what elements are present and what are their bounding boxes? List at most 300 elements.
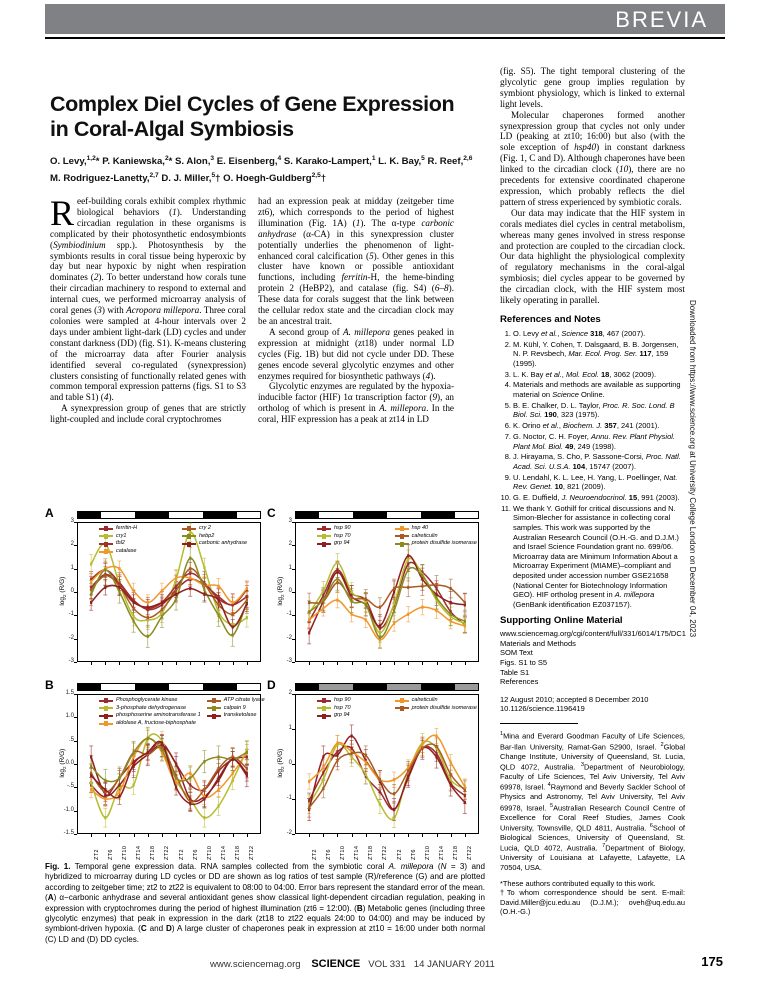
y-axis-label-a: $\log_2 (R/G)$ [58, 576, 68, 606]
y-tick-mark [74, 662, 77, 663]
y-tick-label: 0 [70, 588, 74, 594]
series-marker [104, 797, 106, 800]
download-source-note: Downloaded from https://www.science.org at University College London on December 04, 2023 [688, 300, 697, 638]
series-marker [175, 762, 177, 765]
legend-item [99, 705, 201, 712]
series-line [91, 734, 247, 818]
author-notes [500, 879, 685, 917]
series-marker [217, 788, 219, 791]
som-line: Materials and Methods [500, 638, 576, 648]
y-tick-label: 3 [70, 518, 74, 524]
series-marker [217, 767, 219, 770]
series-marker [407, 558, 409, 561]
series-marker [435, 734, 437, 737]
series-marker [189, 557, 191, 560]
series-marker [175, 786, 177, 789]
y-tick-label: 0 [288, 760, 292, 766]
lightbar-segment-light [455, 512, 478, 518]
series-marker [217, 776, 219, 779]
correspondence-note: †To whom correspondence should be sent. E-mail: David.Miller@jcu.edu.au (D.J.M.); oveh@uq.edu.au (O.H.-G.) [500, 888, 685, 917]
series-marker [175, 597, 177, 600]
series-line [91, 745, 247, 801]
series-marker [90, 781, 92, 784]
series-marker [232, 772, 234, 775]
x-tick-mark [190, 834, 191, 837]
reference-number: 3. [504, 369, 511, 379]
legend-swatch [207, 700, 221, 702]
y-tick-label: 1.0 [65, 713, 74, 720]
footer-site[interactable]: www.sciencemag.org [210, 959, 301, 970]
series-marker [322, 607, 324, 610]
series-marker [336, 741, 338, 744]
legend-swatch [99, 543, 113, 545]
series-marker [104, 574, 106, 577]
figure-panel-d [267, 678, 489, 870]
legend-item [99, 697, 201, 704]
legend-label: hebp2 [199, 532, 215, 539]
legend-column [317, 525, 389, 548]
figure-panel-a [45, 506, 271, 698]
lightbar-segment-subjective [387, 684, 421, 690]
series-marker [217, 755, 219, 758]
legend-label: carbonic anhydrase [199, 540, 248, 547]
lightbar-segment-dark [203, 684, 237, 690]
series-marker [393, 622, 395, 625]
y-tick-label: 2 [288, 541, 292, 548]
footer-journal: SCIENCE [311, 958, 361, 970]
legend-swatch [317, 543, 331, 545]
series-marker [407, 562, 409, 565]
series-marker [351, 613, 353, 616]
series-marker [90, 580, 92, 583]
series-marker [322, 755, 324, 758]
series-marker [322, 599, 324, 602]
x-tick-label: ZT14 [136, 845, 143, 860]
reference-item: 9. U. Lendahl, K. L. Lee, H. Yang, L. Poellinger, Nat. Rev. Genet. 10, 821 (2009). [500, 473, 685, 492]
x-tick-mark [148, 662, 149, 665]
error-bars [89, 738, 249, 810]
series-marker [351, 590, 353, 593]
x-tick-mark [366, 662, 367, 665]
legend-label: grp 94 [334, 540, 350, 547]
legend-label: cry1 [116, 532, 127, 539]
footer-date: 14 JANUARY 2011 [413, 959, 495, 970]
series-marker [407, 568, 409, 571]
series-marker [421, 578, 423, 581]
paragraph: A synexpression group of genes that are strictly light-coupled and include coral cryptochromes [50, 403, 246, 425]
som-url[interactable]: www.sciencemag.org/cgi/content/full/331/6014/175/DC1 [500, 629, 686, 639]
x-tick-label: ZT14 [354, 845, 361, 860]
series-marker [435, 752, 437, 755]
legend-swatch [317, 715, 331, 717]
series-line [91, 570, 247, 610]
x-tick-mark [366, 834, 367, 837]
legend-label: transketolase [223, 712, 257, 719]
series-marker [379, 631, 381, 634]
author-line-1: O. Levy,$^{1,2}$* P. Kaniewska,$^2$* S. Alon,$^3$ E. Eisenberg,$^4$ S. Karako-Lampert,$^1$ L. K. Bay,$^5$ R. Reef,$^{2,6}$ [50, 155, 473, 168]
y-tick-label: -2 [286, 634, 292, 641]
series-marker [175, 585, 177, 588]
doi: 10.1126/science.1196419 [500, 704, 585, 714]
legend-swatch [317, 700, 331, 702]
series-marker [379, 778, 381, 781]
legend-swatch [99, 715, 113, 717]
series-marker [203, 588, 205, 591]
x-tick-mark [247, 834, 248, 837]
series-marker [232, 613, 234, 616]
body-column-2 [258, 196, 454, 425]
series-marker [90, 774, 92, 777]
series-marker [133, 762, 135, 765]
x-tick-label: ZT10 [424, 845, 431, 860]
series-marker [308, 610, 310, 613]
series-marker [379, 606, 381, 609]
series-marker [203, 582, 205, 585]
x-tick-label: ZT18 [150, 845, 157, 860]
series-marker [435, 596, 437, 599]
header-edge-bar [716, 4, 720, 34]
series-marker [118, 783, 120, 786]
series-marker [407, 775, 409, 778]
references-list [500, 329, 685, 610]
series-marker [336, 759, 338, 762]
x-tick-label: ZT6 [325, 849, 332, 860]
series-marker [336, 754, 338, 757]
series-marker [393, 587, 395, 590]
series-marker [351, 600, 353, 603]
series-marker [421, 747, 423, 750]
series-marker [217, 603, 219, 606]
references-heading: References and Notes [500, 313, 601, 325]
legend-swatch [317, 528, 331, 530]
series-marker [217, 804, 219, 807]
lightbar-segment-light [169, 684, 203, 690]
page-number: 175 [701, 954, 723, 969]
series-marker [161, 611, 163, 614]
series-marker [393, 778, 395, 781]
legend-swatch [182, 535, 196, 537]
supporting-material-heading: Supporting Online Material [500, 615, 623, 627]
legend-label: calpain 9 [223, 704, 246, 711]
series-marker [203, 797, 205, 800]
series-marker [133, 755, 135, 758]
legend-swatch [207, 707, 221, 709]
series-marker [351, 596, 353, 599]
legend-b [99, 697, 265, 728]
series-marker [464, 801, 466, 804]
series-marker [365, 603, 367, 606]
x-tick-mark [437, 834, 438, 837]
series-marker [435, 755, 437, 758]
x-tick-mark [176, 834, 177, 837]
lightbar-segment-light [169, 512, 203, 518]
series-marker [147, 616, 149, 619]
series-marker [464, 620, 466, 623]
legend-column [182, 525, 259, 556]
series-marker [246, 767, 248, 770]
som-line: Table S1 [500, 667, 530, 677]
x-tick-mark [309, 834, 310, 837]
x-tick-mark [408, 834, 409, 837]
series-marker [336, 750, 338, 753]
paragraph: A second group of A. millepora genes peaked in expression at midnight (zt18) under normal LD cycles (Fig. 1B) but did not cycle under DD. These genes encode several glycolytic enzymes and other enzymes required for biosynthetic pathways (4). [258, 326, 454, 381]
lightbar-segment-dark [135, 684, 169, 690]
series-marker [175, 589, 177, 592]
series-marker [133, 589, 135, 592]
series-marker [232, 758, 234, 761]
series-marker [175, 576, 177, 579]
series-marker [203, 760, 205, 763]
legend-item [207, 697, 265, 704]
x-tick-mark [119, 662, 120, 665]
series-marker [189, 783, 191, 786]
lightbar-segment-light [237, 512, 260, 518]
x-tick-mark [323, 834, 324, 837]
x-tick-mark [352, 662, 353, 665]
series-marker [104, 816, 106, 819]
drop-cap: R [50, 193, 75, 233]
x-tick-mark [394, 834, 395, 837]
lightbar-segment-dark [353, 512, 387, 518]
series-marker [118, 776, 120, 779]
light-dark-bar-c [295, 511, 479, 519]
panel-label-b: B [45, 678, 54, 692]
legend-item [395, 525, 477, 532]
x-tick-mark [219, 662, 220, 665]
series-marker [133, 607, 135, 610]
figure-caption-label: Fig. 1. [45, 862, 71, 871]
som-line: SOM Text [500, 648, 533, 658]
lightbar-segment-dark [421, 684, 455, 690]
series-marker [104, 586, 106, 589]
x-tick-label: ZT2 [311, 849, 318, 860]
series-marker [450, 761, 452, 764]
reference-item: 5. B. E. Chalker, D. L. Taylor, Proc. R. Soc. Lond. B Biol. Sci. 190, 323 (1975). [500, 401, 685, 420]
title-line-2: in Coral-Algal Symbiosis [50, 117, 294, 141]
series-marker [118, 590, 120, 593]
x-tick-label: ZT18 [368, 845, 375, 860]
series-marker [450, 613, 452, 616]
legend-label: hsp 40 [411, 525, 429, 531]
series-marker [161, 748, 163, 751]
legend-item [395, 697, 477, 704]
legend-label: calreticulin [411, 697, 438, 703]
series-marker [379, 790, 381, 793]
x-tick-mark [247, 662, 248, 665]
supporting-material-list [500, 629, 685, 687]
x-tick-mark [337, 834, 338, 837]
title-line-1: Complex Diel Cycles of Gene Expression [50, 92, 455, 116]
series-marker [464, 601, 466, 604]
author-line-2: M. Rodriguez-Lanetty,$^{2,7}$ D. J. Miller,$^5$† O. Hoegh-Guldberg$^{2,5}$† [50, 171, 327, 184]
lightbar-segment-subjective [455, 684, 478, 690]
series-marker [351, 752, 353, 755]
series-marker [118, 790, 120, 793]
series-marker [189, 576, 191, 579]
light-dark-bar-d [295, 683, 479, 691]
legend-label: phosphoserine aminotransferase 1 [116, 712, 201, 719]
legend-label: protein disulfide isomerase [411, 540, 477, 547]
x-tick-mark [134, 662, 135, 665]
series-marker [161, 589, 163, 592]
legend-column [395, 525, 477, 548]
body-column-3 [500, 66, 685, 917]
x-tick-mark [162, 834, 163, 837]
legend-c [317, 525, 477, 548]
x-tick-label: ZT22 [249, 845, 256, 860]
series-marker [336, 561, 338, 564]
series-marker [336, 599, 338, 602]
x-tick-label: ZT10 [121, 845, 128, 860]
header-rule [45, 37, 725, 39]
reference-number: 1. [504, 328, 511, 338]
series-marker [175, 593, 177, 596]
affiliations: $^1$Mina and Everard Goodman Faculty of Life Sciences, Bar-Ilan University, Ramat-Gan 52900, Israel. $^2$Global Change Institute, University of Queensland, St. Lucia, QLD 4072, Australia. $^3$Department of Neurobiology, Faculty of Life Sciences, Tel Aviv University, Tel Aviv 69978, Israel. $^4$Raymond and Beverly Sackler School of Physics and Astronomy, Tel Aviv University, Tel Aviv 69978, Israel. $^5$Australian Research Council Centre of Excellence for Coral Reef Studies, James Cook University, Townsville, QLD 4811, Australia. $^6$School of Biological Sciences, University of Queensland, St. Lucia, QLD 4072, Australia. $^7$Department of Biology, University of Louisiana at Lafayette, Lafayette, LA 70504, USA. [500, 731, 685, 872]
paragraph: Glycolytic enzymes are regulated by the hypoxia-inducible factor (HIF) 1α transcription factor (9), an ortholog of which is present in A. millepora. In the coral, HIF expression has a peak at zt14 in LD [258, 381, 455, 425]
series-marker [147, 601, 149, 604]
series-marker [435, 745, 437, 748]
lightbar-segment-dark [296, 512, 319, 518]
legend-item [317, 533, 389, 540]
series-marker [322, 787, 324, 790]
x-tick-mark [408, 662, 409, 665]
y-tick-label: -1 [286, 611, 292, 618]
series-marker [393, 817, 395, 820]
legend-label: catalase [116, 548, 137, 555]
x-tick-mark [105, 662, 106, 665]
series-marker [246, 595, 248, 598]
series-marker [246, 602, 248, 605]
x-tick-label: ZT14 [439, 845, 446, 860]
legend-item [182, 533, 259, 540]
series-marker [90, 765, 92, 768]
reference-item: 4. Materials and methods are available as supporting material on Science Online. [500, 380, 685, 399]
legend-swatch [317, 707, 331, 709]
y-tick-label: 0.0 [65, 760, 74, 766]
y-tick-label: -2 [286, 830, 292, 836]
series-marker [322, 778, 324, 781]
series-marker [393, 602, 395, 605]
series-marker [246, 772, 248, 775]
legend-label: hsp 70 [334, 532, 351, 539]
x-tick-label: ZT18 [453, 845, 460, 860]
reference-number: 11. [501, 503, 511, 513]
lightbar-segment-light [101, 512, 135, 518]
y-tick-label: 1 [288, 564, 292, 571]
legend-item [99, 540, 176, 547]
panel-label-a: A [45, 506, 54, 520]
y-tick-label: 3 [288, 518, 292, 524]
x-tick-label: ZT22 [164, 845, 171, 860]
y-tick-label: -1 [286, 795, 292, 801]
lightbar-segment-light [101, 684, 135, 690]
series-marker [161, 615, 163, 618]
x-tick-mark [148, 834, 149, 837]
series-marker [104, 779, 106, 782]
legend-item [99, 712, 201, 719]
series-marker [450, 587, 452, 590]
figure-panel-c [267, 506, 489, 698]
series-marker [450, 620, 452, 623]
legend-a [99, 525, 259, 556]
footer-volume: VOL 331 [368, 959, 406, 970]
x-tick-mark [451, 662, 452, 665]
lightbar-segment-dark [78, 684, 101, 690]
x-tick-mark [323, 662, 324, 665]
series-marker [322, 771, 324, 774]
body-column-1 [50, 193, 246, 425]
legend-swatch [99, 707, 113, 709]
x-tick-mark [204, 662, 205, 665]
legend-item [182, 525, 259, 532]
y-tick-label: 2 [288, 690, 292, 696]
series-marker [189, 567, 191, 570]
series-marker [104, 568, 106, 571]
legend-swatch [395, 543, 409, 545]
legend-item [317, 697, 389, 704]
equal-contribution-note: *These authors contributed equally to this work. [500, 878, 656, 888]
series-marker [161, 608, 163, 611]
series-marker [421, 574, 423, 577]
series-marker [450, 778, 452, 781]
x-tick-mark [176, 662, 177, 665]
x-tick-label: ZT22 [382, 845, 389, 860]
author-list [50, 152, 475, 185]
series-marker [147, 737, 149, 740]
y-tick-label: -1 [68, 611, 74, 618]
x-tick-mark [437, 662, 438, 665]
legend-item [317, 705, 389, 712]
series-marker [308, 780, 310, 783]
x-tick-label: ZT14 [221, 845, 228, 860]
series-marker [421, 585, 423, 588]
series-marker [217, 585, 219, 588]
legend-label: calreticulin [411, 532, 438, 539]
paragraph: had an expression peak at midday (zeitgeber time zt6), which corresponds to the period of highest illumination (Fig. 1A) (1). The α-type carbonic anhydrase (α-CA) in this synexpression cluster potentially underlies the phenomenon of light-enhanced coral calcification (5). Other genes in this cluster have known or possible antioxidant functions, including ferritin-H, the heme-binding protein 2 (HeBP2), and catalase (fig. S4) (6–8). These data for corals suggest that the link between the cellular redox state and the circadian clock may be an ancestral trait. [258, 196, 454, 326]
series-marker [351, 747, 353, 750]
series-marker [232, 625, 234, 628]
x-tick-mark [134, 834, 135, 837]
legend-swatch [395, 528, 409, 530]
light-dark-bar-a [77, 511, 261, 519]
series-marker [308, 601, 310, 604]
series-marker [365, 761, 367, 764]
series-marker [90, 593, 92, 596]
series-line [309, 562, 465, 628]
x-tick-mark [233, 834, 234, 837]
series-marker [379, 636, 381, 639]
series-marker [450, 783, 452, 786]
series-marker [133, 601, 135, 604]
series-marker [393, 792, 395, 795]
series-marker [90, 562, 92, 565]
legend-label: ferritin-H [116, 525, 138, 531]
series-marker [118, 795, 120, 798]
legend-swatch [182, 543, 196, 545]
series-marker [203, 788, 205, 791]
x-tick-label: ZT22 [467, 845, 474, 860]
series-marker [464, 624, 466, 627]
series-marker [365, 618, 367, 621]
legend-item [207, 712, 265, 719]
series-marker [189, 587, 191, 590]
reference-item: 7. G. Noctor, C. H. Foyer, Annu. Rev. Plant Physiol. Plant Mol. Biol. 49, 249 (1998). [500, 432, 685, 451]
reference-item: 11. We thank Y. Gothilf for critical discussions and N. Simon-Blecher for assistance in collecting coral samples. This work was supported by the Australian Research Council (O.H.-G. and D.J.M.) and Israel Science Foundation grant no. 699/06. Microarray data are Minimum Information About a Microarray Experiment (MIAME)–compliant and deposited under accession number GSE21658 (National Center for Biotechnology Information GEO). HIF ortholog present in A. millepora (GenBank identification EZ037157). [501, 503, 679, 609]
paragraph: Our data may indicate that the HIF system in corals mediates diel cycles in central metabolism, whereas many genes involved in stress response and protection are coupled to the circadian clock. Our data highlight the physiological complexity of regulatory mechanisms in the coral-algal symbiosis; diel cycles appear to be governed by the circadian clock, with the HIF system most likely operating in parallel. [500, 207, 685, 306]
series-marker [336, 578, 338, 581]
x-tick-mark [219, 834, 220, 837]
legend-swatch [395, 700, 409, 702]
